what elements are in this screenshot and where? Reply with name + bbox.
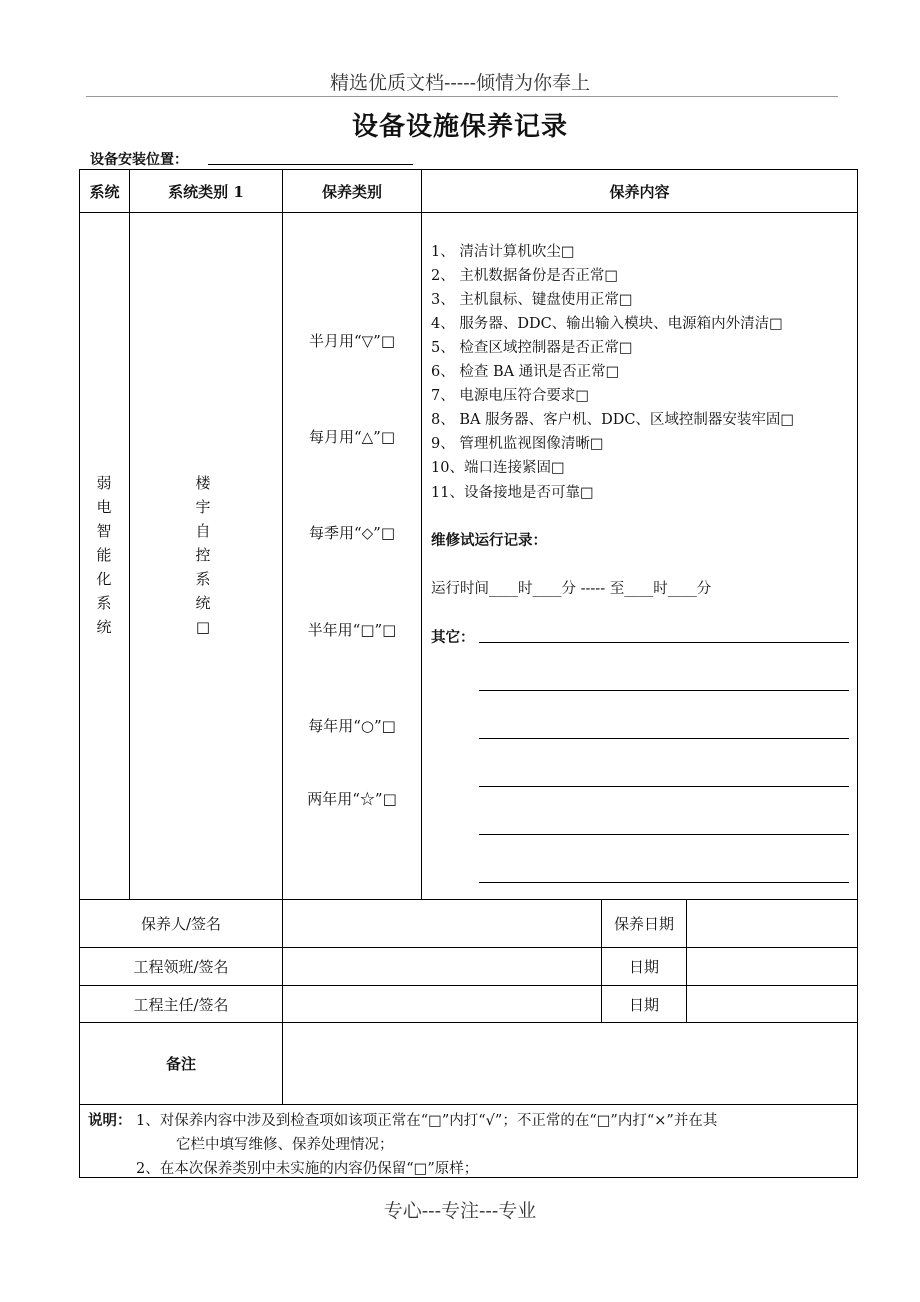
frequency-yearly[interactable]: 每年用“○”□ (308, 717, 396, 735)
column-divider (421, 169, 422, 900)
notes-line-2: 2、在本次保养类别中未实施的内容仍保留“□”原样； (136, 1161, 479, 1177)
notes-line-1: 1、对保养内容中涉及到检查项如该项正常在“□”内打“√”；不正常的在“□”内打“×”并在其 (136, 1113, 718, 1129)
page-title: 设备设施保养记录 (351, 112, 568, 142)
system-name-char: 智 (96, 522, 112, 540)
column-divider (129, 169, 130, 900)
content-item[interactable]: 1、 清洁计算机吹尘□ (431, 244, 575, 260)
notes-prefix: 说明： (88, 1112, 132, 1129)
frequency-monthly[interactable]: 每月用“△”□ (308, 428, 396, 446)
header-rule (86, 96, 838, 97)
header-maintenance-content: 保养内容 (609, 182, 670, 201)
category-name-char: 统 (195, 594, 211, 612)
foreman-date-label: 日期 (628, 958, 659, 976)
other-input-line[interactable] (479, 834, 849, 835)
supervisor-date-field[interactable] (687, 986, 857, 1022)
content-item[interactable]: 3、 主机鼠标、键盘使用正常□ (431, 292, 633, 308)
remarks-field[interactable] (283, 1023, 857, 1104)
system-name (92, 471, 116, 639)
page-footer-text: 专心---专注---专业 (383, 1200, 537, 1222)
frequency-half-month[interactable]: 半月用“▽”□ (308, 332, 396, 350)
page-header-text: 精选优质文档-----倾情为你奉上 (329, 72, 591, 94)
content-item[interactable]: 8、 BA 服务器、客户机、DDC、区域控制器安装牢固□ (431, 412, 795, 428)
location-input-line[interactable] (208, 164, 413, 165)
table-header-bottom (79, 212, 858, 213)
content-item[interactable]: 7、 电源电压符合要求□ (431, 388, 590, 404)
category-name-char: 楼 (195, 474, 211, 492)
system-name-char: 统 (96, 618, 112, 636)
header-maintenance-type: 保养类别 (321, 182, 382, 201)
maintainer-sign-field[interactable] (283, 900, 601, 947)
notes-line-1-continued: 它栏中填写维修、保养处理情况； (176, 1137, 394, 1153)
content-item[interactable]: 2、 主机数据备份是否正常□ (431, 268, 619, 284)
remarks-label: 备注 (165, 1055, 196, 1073)
category-checkbox[interactable]: □ (195, 618, 211, 636)
run-time-field[interactable]: 运行时间____时____分 ----- 至____时____分 (431, 581, 712, 597)
foreman-sign-label: 工程领班/签名 (133, 958, 229, 976)
supervisor-sign-label: 工程主任/签名 (133, 995, 229, 1014)
foreman-date-field[interactable] (687, 948, 857, 985)
repair-record-label: 维修试运行记录： (431, 532, 547, 549)
category-name-char: 系 (195, 570, 211, 588)
other-input-line[interactable] (479, 882, 849, 883)
other-label: 其它： (431, 629, 475, 646)
frequency-two-years[interactable]: 两年用“☆”□ (307, 790, 397, 808)
maintenance-date-field[interactable] (687, 900, 857, 947)
table-row-divider (79, 1104, 858, 1105)
header-system: 系统 (89, 182, 120, 201)
location-label: 设备安装位置： (90, 152, 188, 168)
category-name-char: 控 (195, 546, 211, 564)
other-input-line[interactable] (479, 690, 849, 691)
content-item[interactable]: 10、端口连接紧固□ (431, 460, 565, 476)
content-item[interactable]: 4、 服务器、DDC、输出输入模块、电源箱内外清洁□ (431, 316, 783, 332)
system-name-char: 能 (96, 546, 112, 564)
other-input-line[interactable] (479, 786, 849, 787)
content-item[interactable]: 9、 管理机监视图像清晰□ (431, 436, 604, 452)
supervisor-sign-field[interactable] (283, 986, 601, 1022)
category-name[interactable] (191, 471, 215, 639)
content-item[interactable]: 11、设备接地是否可靠□ (431, 485, 594, 501)
category-name-char: 自 (195, 522, 211, 540)
other-input-line[interactable] (479, 642, 849, 643)
foreman-sign-field[interactable] (283, 948, 601, 985)
system-name-char: 弱 (96, 474, 112, 492)
system-name-char: 化 (96, 570, 112, 588)
frequency-quarterly[interactable]: 每季用“◇”□ (308, 524, 396, 542)
table-border-right (857, 169, 858, 1178)
supervisor-date-label: 日期 (628, 995, 659, 1014)
frequency-half-year[interactable]: 半年用“□”□ (307, 621, 397, 639)
other-input-line[interactable] (479, 738, 849, 739)
system-name-char: 电 (96, 498, 112, 516)
system-name-char: 系 (96, 594, 112, 612)
content-item[interactable]: 5、 检查区域控制器是否正常□ (431, 340, 633, 356)
maintainer-sign-label: 保养人/签名 (140, 915, 222, 933)
header-category: 系统类别 1 (168, 182, 244, 201)
content-item[interactable]: 6、 检查 BA 通讯是否正常□ (431, 364, 620, 380)
category-name-char: 宇 (195, 498, 211, 516)
maintenance-date-label: 保养日期 (613, 915, 674, 933)
